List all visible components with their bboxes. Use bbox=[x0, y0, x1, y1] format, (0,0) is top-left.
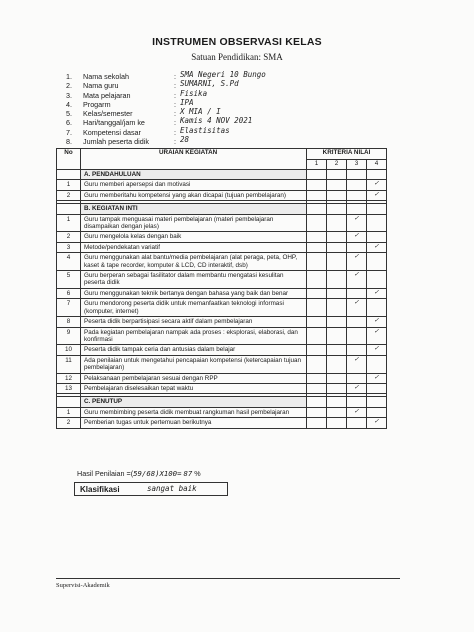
score-cell-4 bbox=[367, 327, 387, 345]
row-number: 12 bbox=[57, 373, 81, 383]
row-text: Pembelajaran diselesaikan tepat waktu bbox=[81, 383, 307, 393]
section-row bbox=[57, 204, 387, 214]
score-cell-4 bbox=[367, 288, 387, 298]
score-cell-4 bbox=[367, 373, 387, 383]
score-cell-4 bbox=[367, 345, 387, 355]
table-row bbox=[57, 271, 387, 289]
info-number: 7. bbox=[66, 127, 72, 137]
score-cell-4 bbox=[367, 317, 387, 327]
section-heading: A. PENDAHULUAN bbox=[81, 170, 307, 180]
score-cell-4 bbox=[367, 253, 387, 271]
checkmark-icon: ✓ bbox=[353, 355, 360, 363]
score-cell-3 bbox=[347, 418, 367, 428]
row-text: Pelaksanaan pembelajaran sesuai dengan RPP bbox=[81, 373, 307, 383]
checkmark-icon: ✓ bbox=[353, 253, 360, 261]
table-row bbox=[57, 327, 387, 345]
score-cell-2 bbox=[327, 355, 347, 373]
score-cell-3 bbox=[347, 214, 367, 232]
section-score-cell bbox=[307, 170, 327, 180]
table-row bbox=[57, 418, 387, 428]
row-number: 3 bbox=[57, 242, 81, 252]
hasil-value: 59/68)X100= bbox=[133, 469, 182, 478]
info-value: SUMARNI, S.Pd bbox=[180, 79, 239, 89]
info-row-subject bbox=[66, 88, 396, 100]
section-score-cell bbox=[307, 204, 327, 214]
info-label: Jumlah peserta didik bbox=[83, 137, 149, 147]
info-colon: : bbox=[174, 81, 176, 91]
score-cell-1 bbox=[307, 242, 327, 252]
checkmark-icon: ✓ bbox=[373, 242, 380, 250]
score-cell-1 bbox=[307, 373, 327, 383]
table-row bbox=[57, 373, 387, 383]
table-row bbox=[57, 190, 387, 200]
row-text: Guru tampak menguasai materi pembelajaran (materi pembelajaran disampaikan dengan jelas) bbox=[81, 214, 307, 232]
info-value: Kamis 4 NOV 2021 bbox=[180, 116, 253, 126]
checkmark-icon: ✓ bbox=[373, 288, 380, 296]
section-score-cell bbox=[367, 204, 387, 214]
score-cell-4 bbox=[367, 355, 387, 373]
checkmark-icon: ✓ bbox=[353, 232, 360, 240]
info-label: Nama sekolah bbox=[83, 72, 129, 81]
checkmark-icon: ✓ bbox=[373, 180, 380, 188]
klasifikasi-value: sangat baik bbox=[147, 484, 197, 493]
score-cell-1 bbox=[307, 214, 327, 232]
row-text: Guru menggunakan teknik bertanya dengan bahasa yang baik dan benar bbox=[81, 288, 307, 298]
row-text: Guru membimbing peserta didik membuat rangkuman hasil pembelajaran bbox=[81, 407, 307, 417]
score-cell-1 bbox=[307, 271, 327, 289]
row-text: Ada penilaian untuk mengetahui pencapaian kompetensi (ketercapaian tujuan pembelajaran) bbox=[81, 355, 307, 373]
observation-table bbox=[56, 148, 387, 429]
score-header-3: 3 bbox=[347, 160, 367, 170]
document-subtitle: Satuan Pendidikan: SMA bbox=[191, 52, 283, 62]
score-cell-2 bbox=[327, 271, 347, 289]
section-score-cell bbox=[327, 397, 347, 407]
info-number: 8. bbox=[66, 137, 72, 147]
row-text: Guru memberi apersepsi dan motivasi bbox=[81, 180, 307, 190]
score-cell-3 bbox=[347, 180, 367, 190]
score-cell-1 bbox=[307, 288, 327, 298]
info-row-teacher bbox=[66, 81, 396, 90]
score-cell-1 bbox=[307, 327, 327, 345]
checkmark-icon: ✓ bbox=[353, 383, 360, 391]
row-number: 2 bbox=[57, 232, 81, 242]
score-cell-3 bbox=[347, 355, 367, 373]
info-row-date bbox=[66, 118, 396, 127]
score-cell-3 bbox=[347, 373, 367, 383]
info-colon: : bbox=[174, 109, 176, 119]
score-cell-2 bbox=[327, 418, 347, 428]
score-cell-4 bbox=[367, 190, 387, 200]
row-number: 11 bbox=[57, 355, 81, 373]
score-cell-1 bbox=[307, 407, 327, 417]
checkmark-icon: ✓ bbox=[353, 271, 360, 279]
table-row bbox=[57, 345, 387, 355]
klasifikasi-box bbox=[74, 482, 228, 496]
table-row bbox=[57, 242, 387, 252]
info-value: Elastisitas bbox=[180, 125, 230, 135]
hasil-label: Hasil Penilaian =( bbox=[77, 469, 134, 478]
score-cell-4 bbox=[367, 383, 387, 393]
score-cell-4 bbox=[367, 299, 387, 317]
info-value: X MIA / I bbox=[180, 107, 221, 117]
section-no-cell bbox=[57, 170, 81, 180]
score-cell-2 bbox=[327, 407, 347, 417]
info-row-students bbox=[66, 137, 396, 146]
checkmark-icon: ✓ bbox=[353, 299, 360, 307]
info-number: 2. bbox=[66, 81, 72, 91]
info-number: 4. bbox=[66, 99, 72, 109]
info-value: 28 bbox=[180, 135, 190, 145]
identity-fields bbox=[66, 72, 396, 146]
score-cell-4 bbox=[367, 418, 387, 428]
table-row bbox=[57, 288, 387, 298]
info-colon: : bbox=[174, 137, 176, 147]
row-number: 4 bbox=[57, 253, 81, 271]
score-cell-2 bbox=[327, 288, 347, 298]
table-row bbox=[57, 355, 387, 373]
checkmark-icon: ✓ bbox=[373, 373, 380, 381]
footer-divider bbox=[56, 578, 400, 579]
score-cell-1 bbox=[307, 345, 327, 355]
section-score-cell bbox=[347, 204, 367, 214]
row-text: Peserta didik berpartisipasi secara aktif dalam pembelajaran bbox=[81, 317, 307, 327]
info-value: Fisika bbox=[180, 88, 208, 98]
info-colon: : bbox=[174, 90, 176, 100]
row-number: 13 bbox=[57, 383, 81, 393]
score-cell-4 bbox=[367, 242, 387, 252]
score-cell-4 bbox=[367, 232, 387, 242]
row-text: Metode/pendekatan variatif bbox=[81, 242, 307, 252]
score-cell-3 bbox=[347, 253, 367, 271]
score-cell-3 bbox=[347, 345, 367, 355]
info-label: Mata pelajaran bbox=[83, 90, 131, 100]
info-colon: : bbox=[174, 127, 176, 137]
score-cell-3 bbox=[347, 288, 367, 298]
row-text: Pemberian tugas untuk pertemuan berikutnya bbox=[81, 418, 307, 428]
hasil-penilaian bbox=[77, 469, 201, 478]
section-row bbox=[57, 397, 387, 407]
score-cell-2 bbox=[327, 214, 347, 232]
section-no-cell bbox=[57, 204, 81, 214]
row-number: 6 bbox=[57, 288, 81, 298]
checkmark-icon: ✓ bbox=[353, 214, 360, 222]
score-cell-2 bbox=[327, 232, 347, 242]
row-number: 9 bbox=[57, 327, 81, 345]
info-number: 5. bbox=[66, 109, 72, 119]
score-cell-1 bbox=[307, 180, 327, 190]
score-cell-1 bbox=[307, 355, 327, 373]
score-cell-1 bbox=[307, 232, 327, 242]
row-number: 5 bbox=[57, 271, 81, 289]
section-heading: B. KEGIATAN INTI bbox=[81, 204, 307, 214]
row-text: Guru menggunakan alat bantu/media pembelajaran (alat peraga, peta, OHP, kaset & tape recorder, komputer & LCD, CD interaktif, dsb) bbox=[81, 253, 307, 271]
score-header-4: 4 bbox=[367, 160, 387, 170]
row-number: 8 bbox=[57, 317, 81, 327]
section-score-cell bbox=[367, 397, 387, 407]
score-cell-2 bbox=[327, 345, 347, 355]
klasifikasi-label: Klasifikasi bbox=[80, 485, 120, 494]
info-number: 6. bbox=[66, 118, 72, 128]
info-colon: : bbox=[174, 118, 176, 128]
score-cell-3 bbox=[347, 299, 367, 317]
info-row-competency bbox=[66, 125, 396, 137]
row-number: 1 bbox=[57, 407, 81, 417]
table-row bbox=[57, 383, 387, 393]
checkmark-icon: ✓ bbox=[373, 327, 380, 335]
score-cell-1 bbox=[307, 317, 327, 327]
info-colon: : bbox=[174, 72, 176, 81]
row-text: Guru memberitahu kompetensi yang akan dicapai (tujuan pembelajaran) bbox=[81, 190, 307, 200]
checkmark-icon: ✓ bbox=[373, 345, 380, 353]
score-cell-2 bbox=[327, 373, 347, 383]
score-cell-4 bbox=[367, 180, 387, 190]
header-no: No bbox=[57, 149, 81, 170]
row-number: 1 bbox=[57, 214, 81, 232]
checkmark-icon: ✓ bbox=[373, 418, 380, 426]
score-cell-2 bbox=[327, 299, 347, 317]
score-cell-2 bbox=[327, 383, 347, 393]
score-cell-2 bbox=[327, 317, 347, 327]
footer-text: Supervisi-Akademik bbox=[56, 582, 110, 589]
document-title: INSTRUMEN OBSERVASI KELAS bbox=[152, 36, 322, 48]
info-label: Kompetensi dasar bbox=[83, 127, 141, 137]
score-cell-3 bbox=[347, 407, 367, 417]
score-cell-2 bbox=[327, 190, 347, 200]
info-label: Progarm bbox=[83, 99, 111, 109]
header-kriteria: KRITERIA NILAI bbox=[307, 149, 387, 160]
score-cell-1 bbox=[307, 383, 327, 393]
info-label: Kelas/semester bbox=[83, 109, 133, 119]
info-number: 3. bbox=[66, 90, 72, 100]
score-cell-3 bbox=[347, 327, 367, 345]
section-score-cell bbox=[347, 170, 367, 180]
section-score-cell bbox=[307, 397, 327, 407]
row-number: 2 bbox=[57, 190, 81, 200]
checkmark-icon: ✓ bbox=[353, 407, 360, 415]
score-cell-1 bbox=[307, 190, 327, 200]
table-row bbox=[57, 317, 387, 327]
hasil-result: 87 bbox=[183, 469, 193, 478]
score-cell-3 bbox=[347, 190, 367, 200]
row-number: 1 bbox=[57, 180, 81, 190]
info-value: SMA Negeri 10 Bungo bbox=[180, 70, 266, 79]
row-text: Guru mendorong peserta didik untuk memanfaatkan teknologi informasi (komputer, internet) bbox=[81, 299, 307, 317]
score-cell-2 bbox=[327, 180, 347, 190]
score-cell-2 bbox=[327, 242, 347, 252]
score-header-2: 2 bbox=[327, 160, 347, 170]
row-text: Guru mengelola kelas dengan baik bbox=[81, 232, 307, 242]
info-label: Hari/tanggal/jam ke bbox=[83, 118, 145, 128]
info-row-program bbox=[66, 97, 396, 109]
row-text: Pada kegiatan pembelajaran nampak ada proses : eksplorasi, elaborasi, dan konfirmasi bbox=[81, 327, 307, 345]
row-number: 10 bbox=[57, 345, 81, 355]
row-text: Peserta didik tampak ceria dan antusias dalam belajar bbox=[81, 345, 307, 355]
table-row bbox=[57, 253, 387, 271]
score-header-1: 1 bbox=[307, 160, 327, 170]
score-cell-3 bbox=[347, 242, 367, 252]
info-label: Nama guru bbox=[83, 81, 119, 91]
score-cell-2 bbox=[327, 253, 347, 271]
header-uraian: URAIAN KEGIATAN bbox=[81, 149, 307, 170]
info-colon: : bbox=[174, 99, 176, 109]
row-number: 7 bbox=[57, 299, 81, 317]
section-score-cell bbox=[327, 204, 347, 214]
info-number: 1. bbox=[66, 72, 72, 81]
score-cell-3 bbox=[347, 232, 367, 242]
score-cell-4 bbox=[367, 271, 387, 289]
section-heading: C. PENUTUP bbox=[81, 397, 307, 407]
checkmark-icon: ✓ bbox=[373, 190, 380, 198]
score-cell-4 bbox=[367, 407, 387, 417]
table-row bbox=[57, 232, 387, 242]
score-cell-4 bbox=[367, 214, 387, 232]
score-cell-1 bbox=[307, 253, 327, 271]
section-score-cell bbox=[367, 170, 387, 180]
row-text: Guru berperan sebagai fasilitator dalam membantu mengatasi kesulitan peserta didik bbox=[81, 271, 307, 289]
table-row bbox=[57, 214, 387, 232]
hasil-suffix: % bbox=[194, 469, 201, 478]
section-score-cell bbox=[327, 170, 347, 180]
table-row bbox=[57, 180, 387, 190]
score-cell-3 bbox=[347, 317, 367, 327]
checkmark-icon: ✓ bbox=[373, 317, 380, 325]
score-cell-1 bbox=[307, 299, 327, 317]
section-row bbox=[57, 170, 387, 180]
score-cell-2 bbox=[327, 327, 347, 345]
score-cell-3 bbox=[347, 271, 367, 289]
info-value: IPA bbox=[180, 97, 194, 107]
section-score-cell bbox=[347, 397, 367, 407]
table-row bbox=[57, 299, 387, 317]
table-row bbox=[57, 407, 387, 417]
section-no-cell bbox=[57, 397, 81, 407]
score-cell-3 bbox=[347, 383, 367, 393]
score-cell-1 bbox=[307, 418, 327, 428]
row-number: 2 bbox=[57, 418, 81, 428]
